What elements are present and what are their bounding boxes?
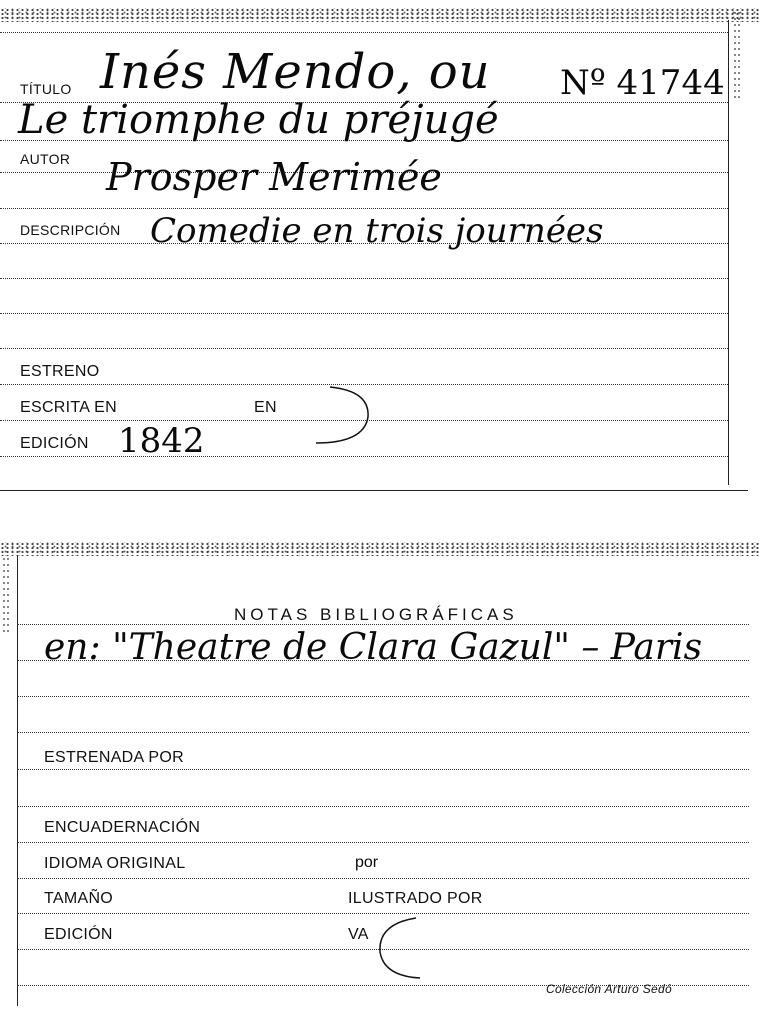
scan-edge-top — [0, 542, 759, 556]
ruled-line — [17, 732, 749, 733]
handwritten-edition-year: 1842 — [118, 421, 205, 461]
ruled-line — [0, 348, 728, 349]
label-tamano: TAMAÑO — [44, 890, 114, 907]
label-encuadernacion: ENCUADERNACIÓN — [44, 819, 201, 836]
front-card — [0, 0, 759, 500]
notes-heading: NOTAS BIBLIOGRÁFICAS — [234, 605, 518, 624]
ruled-line — [0, 313, 728, 314]
handwritten-title-line2: Le triomphe du préjugé — [18, 97, 499, 143]
card-bottom-edge — [0, 490, 748, 491]
label-edicion-back: EDICIÓN — [44, 926, 113, 943]
label-ilustrado-por: ILUSTRADO POR — [348, 890, 483, 907]
label-escrita-en: ESCRITA EN — [20, 399, 117, 416]
ruled-line — [0, 456, 728, 457]
ruled-line — [17, 769, 749, 770]
label-idioma-original: IDIOMA ORIGINAL — [44, 855, 186, 872]
label-descripcion: DESCRIPCIÓN — [20, 222, 121, 238]
ruled-line — [17, 878, 749, 879]
scan-edge-right — [733, 10, 741, 100]
handwritten-catalog-number: Nº 41744 — [560, 63, 725, 103]
scan-edge-left — [2, 556, 10, 636]
label-edicion: EDICIÓN — [20, 435, 89, 452]
ruled-line — [17, 806, 749, 807]
label-estrenada-por: ESTRENADA POR — [44, 749, 184, 766]
handwritten-title-line1: Inés Mendo, ou — [100, 44, 491, 100]
label-estreno: ESTRENO — [20, 363, 100, 380]
ruled-line — [0, 278, 728, 279]
ruled-line — [0, 32, 728, 33]
handwritten-description: Comedie en trois journées — [150, 211, 604, 251]
punch-hole-mark — [300, 385, 380, 450]
handwritten-bibliographic-note: en: "Theatre de Clara Gazul" – Paris — [44, 627, 703, 668]
punch-hole-mark — [372, 914, 432, 984]
ruled-line — [17, 842, 749, 843]
ruled-line — [17, 696, 749, 697]
ruled-line — [0, 208, 728, 209]
card-border-right — [728, 20, 729, 485]
label-titulo: TÍTULO — [20, 81, 72, 97]
label-en: EN — [254, 399, 277, 416]
scan-edge-top — [0, 8, 759, 22]
label-valor: VA — [348, 926, 369, 943]
collection-footer: Colección Arturo Sedó — [546, 982, 672, 996]
back-card — [0, 536, 759, 1028]
label-por: por — [355, 854, 379, 871]
handwritten-author: Prosper Merimée — [106, 155, 442, 199]
label-autor: AUTOR — [20, 151, 71, 167]
ruled-line — [17, 624, 749, 625]
